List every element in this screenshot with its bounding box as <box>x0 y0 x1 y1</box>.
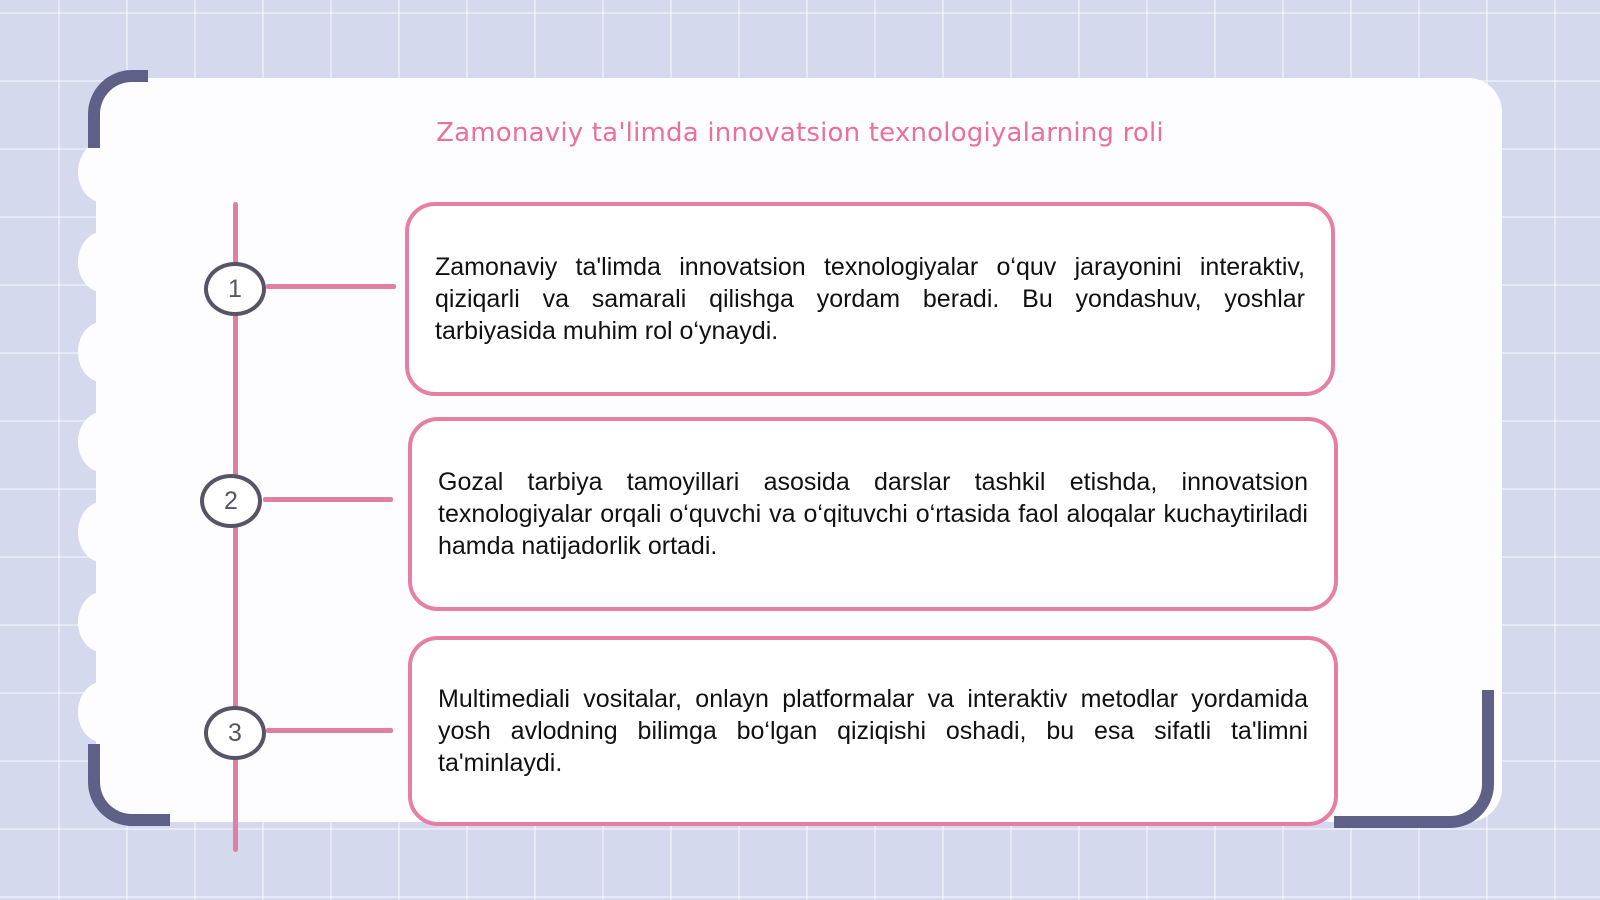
paper-scallop <box>78 412 126 472</box>
timeline-connector <box>266 728 393 733</box>
paper-scallop <box>78 592 126 652</box>
timeline-connector <box>266 284 396 289</box>
timeline-box-3 <box>408 636 1338 826</box>
paper-scallop <box>78 142 126 202</box>
paper-scallop <box>78 682 126 742</box>
timeline-text-1: Zamonaviy ta'limda innovatsion texnologiyalar o‘quv jarayonini interaktiv, qiziqarli va samarali qilishga yordam beradi. Bu yondashuv, yoshlar tarbiyasida muhim rol o‘ynaydi. <box>435 253 1305 345</box>
frame-corner-top-left <box>88 70 148 148</box>
frame-corner-bottom-left <box>88 744 170 826</box>
timeline-connector <box>263 497 393 502</box>
frame-corner-bottom-right <box>1334 690 1494 828</box>
timeline-box-2 <box>408 417 1338 611</box>
timeline-node-3: 3 <box>204 706 266 760</box>
timeline-text-2: Gozal tarbiya tamoyillari asosida darslar tashkil etishda, innovatsion texnologiyalar orqali o‘quvchi va o‘qituvchi o‘rtasida faol aloqalar kuchaytiriladi hamda natijadorlik ortadi. <box>438 468 1308 560</box>
timeline-node-2: 2 <box>200 474 262 528</box>
paper-scallop <box>78 502 126 562</box>
timeline-box-1 <box>405 202 1335 396</box>
timeline-text-3: Multimediali vositalar, onlayn platformalar va interaktiv metodlar yordamida yosh avlodning bilimga bo‘lgan qiziqishi oshadi, bu esa sifatli ta'limni ta'minlaydi. <box>438 685 1308 777</box>
timeline-node-1: 1 <box>204 262 266 316</box>
slide-title: Zamonaviy ta'limda innovatsion texnologiyalarning roli <box>436 118 1164 148</box>
paper-scallop <box>78 232 126 292</box>
paper-scallop <box>78 322 126 382</box>
